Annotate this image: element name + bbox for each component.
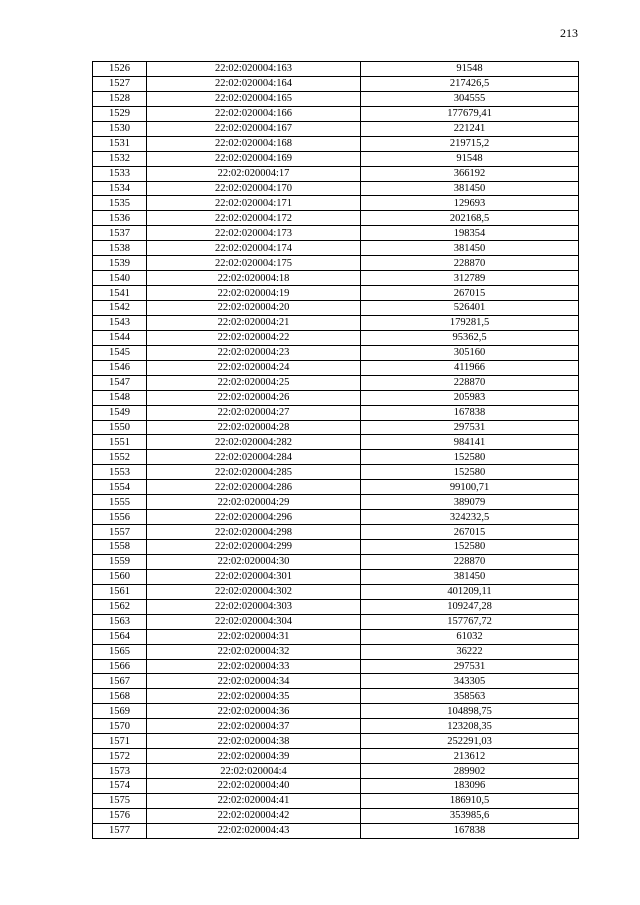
table-row: [93, 823, 579, 838]
value-cell: 526401: [361, 301, 579, 316]
table-row: [93, 121, 579, 136]
value-cell: 129693: [361, 196, 579, 211]
table-row: [93, 540, 579, 555]
table-row: [93, 808, 579, 823]
value-cell: 99100,71: [361, 480, 579, 495]
row-number-cell: 1557: [93, 525, 147, 540]
value-cell: 389079: [361, 495, 579, 510]
table-row: [93, 301, 579, 316]
row-number-cell: 1542: [93, 301, 147, 316]
cadastral-number-cell: 22:02:020004:30: [147, 554, 361, 569]
row-number-cell: 1561: [93, 584, 147, 599]
row-number-cell: 1574: [93, 779, 147, 794]
value-cell: 312789: [361, 271, 579, 286]
row-number-cell: 1535: [93, 196, 147, 211]
value-cell: 217426,5: [361, 76, 579, 91]
cadastral-number-cell: 22:02:020004:41: [147, 793, 361, 808]
table-row: [93, 181, 579, 196]
row-number-cell: 1550: [93, 420, 147, 435]
value-cell: 343305: [361, 674, 579, 689]
cadastral-number-cell: 22:02:020004:42: [147, 808, 361, 823]
table-row: [93, 151, 579, 166]
table-row: [93, 554, 579, 569]
row-number-cell: 1532: [93, 151, 147, 166]
cadastral-number-cell: 22:02:020004:37: [147, 719, 361, 734]
row-number-cell: 1536: [93, 211, 147, 226]
value-cell: 61032: [361, 629, 579, 644]
row-number-cell: 1576: [93, 808, 147, 823]
table-row: [93, 256, 579, 271]
table-row: [93, 614, 579, 629]
value-cell: 91548: [361, 62, 579, 77]
value-cell: 381450: [361, 241, 579, 256]
cadastral-number-cell: 22:02:020004:298: [147, 525, 361, 540]
table-row: [93, 525, 579, 540]
cadastral-number-cell: 22:02:020004:174: [147, 241, 361, 256]
value-cell: 152580: [361, 450, 579, 465]
cadastral-number-cell: 22:02:020004:4: [147, 764, 361, 779]
table-row: [93, 465, 579, 480]
value-cell: 202168,5: [361, 211, 579, 226]
value-cell: 198354: [361, 226, 579, 241]
table-row: [93, 211, 579, 226]
row-number-cell: 1552: [93, 450, 147, 465]
value-cell: 186910,5: [361, 793, 579, 808]
cadastral-number-cell: 22:02:020004:164: [147, 76, 361, 91]
row-number-cell: 1569: [93, 704, 147, 719]
table-row: [93, 599, 579, 614]
cadastral-number-cell: 22:02:020004:303: [147, 599, 361, 614]
table-row: [93, 375, 579, 390]
value-cell: 157767,72: [361, 614, 579, 629]
row-number-cell: 1540: [93, 271, 147, 286]
row-number-cell: 1556: [93, 510, 147, 525]
value-cell: 36222: [361, 644, 579, 659]
cadastral-number-cell: 22:02:020004:34: [147, 674, 361, 689]
table-row: [93, 719, 579, 734]
cadastral-number-cell: 22:02:020004:33: [147, 659, 361, 674]
cadastral-number-cell: 22:02:020004:163: [147, 62, 361, 77]
row-number-cell: 1560: [93, 569, 147, 584]
table-row: [93, 106, 579, 121]
value-cell: 297531: [361, 659, 579, 674]
row-number-cell: 1548: [93, 390, 147, 405]
row-number-cell: 1549: [93, 405, 147, 420]
value-cell: 324232,5: [361, 510, 579, 525]
cadastral-value-table: [92, 61, 579, 839]
value-cell: 411966: [361, 360, 579, 375]
row-number-cell: 1547: [93, 375, 147, 390]
page-number: 213: [560, 26, 578, 40]
value-cell: 104898,75: [361, 704, 579, 719]
row-number-cell: 1546: [93, 360, 147, 375]
cadastral-number-cell: 22:02:020004:22: [147, 330, 361, 345]
cadastral-number-cell: 22:02:020004:17: [147, 166, 361, 181]
table-row: [93, 629, 579, 644]
table-row: [93, 420, 579, 435]
value-cell: 95362,5: [361, 330, 579, 345]
row-number-cell: 1577: [93, 823, 147, 838]
table-row: [93, 315, 579, 330]
table-row: [93, 764, 579, 779]
cadastral-number-cell: 22:02:020004:43: [147, 823, 361, 838]
table-row: [93, 345, 579, 360]
row-number-cell: 1555: [93, 495, 147, 510]
value-cell: 228870: [361, 256, 579, 271]
row-number-cell: 1567: [93, 674, 147, 689]
value-cell: 366192: [361, 166, 579, 181]
value-cell: 401209,11: [361, 584, 579, 599]
cadastral-number-cell: 22:02:020004:173: [147, 226, 361, 241]
cadastral-number-cell: 22:02:020004:299: [147, 540, 361, 555]
cadastral-number-cell: 22:02:020004:38: [147, 734, 361, 749]
value-cell: 267015: [361, 525, 579, 540]
value-cell: 219715,2: [361, 136, 579, 151]
table-row: [93, 674, 579, 689]
cadastral-number-cell: 22:02:020004:36: [147, 704, 361, 719]
cadastral-number-cell: 22:02:020004:29: [147, 495, 361, 510]
table-row: [93, 435, 579, 450]
value-cell: 353985,6: [361, 808, 579, 823]
table-row: [93, 584, 579, 599]
row-number-cell: 1531: [93, 136, 147, 151]
value-cell: 358563: [361, 689, 579, 704]
table-row: [93, 779, 579, 794]
row-number-cell: 1544: [93, 330, 147, 345]
cadastral-number-cell: 22:02:020004:165: [147, 91, 361, 106]
table-row: [93, 659, 579, 674]
table-row: [93, 76, 579, 91]
cadastral-number-cell: 22:02:020004:19: [147, 286, 361, 301]
cadastral-number-cell: 22:02:020004:28: [147, 420, 361, 435]
row-number-cell: 1570: [93, 719, 147, 734]
row-number-cell: 1564: [93, 629, 147, 644]
cadastral-number-cell: 22:02:020004:175: [147, 256, 361, 271]
row-number-cell: 1541: [93, 286, 147, 301]
table-body: [93, 62, 579, 839]
value-cell: 177679,41: [361, 106, 579, 121]
cadastral-number-cell: 22:02:020004:27: [147, 405, 361, 420]
row-number-cell: 1563: [93, 614, 147, 629]
cadastral-number-cell: 22:02:020004:282: [147, 435, 361, 450]
row-number-cell: 1537: [93, 226, 147, 241]
cadastral-number-cell: 22:02:020004:25: [147, 375, 361, 390]
value-cell: 381450: [361, 181, 579, 196]
row-number-cell: 1527: [93, 76, 147, 91]
value-cell: 221241: [361, 121, 579, 136]
value-cell: 109247,28: [361, 599, 579, 614]
table-row: [93, 360, 579, 375]
table-row: [93, 91, 579, 106]
table-row: [93, 330, 579, 345]
row-number-cell: 1568: [93, 689, 147, 704]
cadastral-number-cell: 22:02:020004:286: [147, 480, 361, 495]
table-row: [93, 793, 579, 808]
cadastral-number-cell: 22:02:020004:39: [147, 749, 361, 764]
row-number-cell: 1526: [93, 62, 147, 77]
value-cell: 167838: [361, 823, 579, 838]
value-cell: 179281,5: [361, 315, 579, 330]
table-row: [93, 749, 579, 764]
table-row: [93, 241, 579, 256]
cadastral-number-cell: 22:02:020004:21: [147, 315, 361, 330]
row-number-cell: 1559: [93, 554, 147, 569]
row-number-cell: 1534: [93, 181, 147, 196]
value-cell: 297531: [361, 420, 579, 435]
value-cell: 152580: [361, 540, 579, 555]
cadastral-number-cell: 22:02:020004:285: [147, 465, 361, 480]
cadastral-number-cell: 22:02:020004:302: [147, 584, 361, 599]
cadastral-number-cell: 22:02:020004:20: [147, 301, 361, 316]
value-cell: 183096: [361, 779, 579, 794]
cadastral-number-cell: 22:02:020004:32: [147, 644, 361, 659]
row-number-cell: 1551: [93, 435, 147, 450]
row-number-cell: 1571: [93, 734, 147, 749]
row-number-cell: 1575: [93, 793, 147, 808]
table-row: [93, 271, 579, 286]
row-number-cell: 1533: [93, 166, 147, 181]
row-number-cell: 1565: [93, 644, 147, 659]
cadastral-number-cell: 22:02:020004:284: [147, 450, 361, 465]
table-row: [93, 510, 579, 525]
row-number-cell: 1562: [93, 599, 147, 614]
cadastral-number-cell: 22:02:020004:296: [147, 510, 361, 525]
value-cell: 305160: [361, 345, 579, 360]
row-number-cell: 1553: [93, 465, 147, 480]
value-cell: 228870: [361, 375, 579, 390]
value-cell: 381450: [361, 569, 579, 584]
table-row: [93, 450, 579, 465]
table-row: [93, 689, 579, 704]
cadastral-number-cell: 22:02:020004:301: [147, 569, 361, 584]
table-row: [93, 196, 579, 211]
table-row: [93, 136, 579, 151]
value-cell: 228870: [361, 554, 579, 569]
value-cell: 213612: [361, 749, 579, 764]
row-number-cell: 1554: [93, 480, 147, 495]
table-row: [93, 734, 579, 749]
row-number-cell: 1572: [93, 749, 147, 764]
cadastral-number-cell: 22:02:020004:169: [147, 151, 361, 166]
cadastral-number-cell: 22:02:020004:304: [147, 614, 361, 629]
value-cell: 152580: [361, 465, 579, 480]
value-cell: 984141: [361, 435, 579, 450]
value-cell: 123208,35: [361, 719, 579, 734]
value-cell: 205983: [361, 390, 579, 405]
row-number-cell: 1539: [93, 256, 147, 271]
row-number-cell: 1573: [93, 764, 147, 779]
value-cell: 289902: [361, 764, 579, 779]
table-row: [93, 390, 579, 405]
cadastral-number-cell: 22:02:020004:172: [147, 211, 361, 226]
table-row: [93, 62, 579, 77]
value-cell: 91548: [361, 151, 579, 166]
cadastral-number-cell: 22:02:020004:166: [147, 106, 361, 121]
value-cell: 304555: [361, 91, 579, 106]
value-cell: 167838: [361, 405, 579, 420]
cadastral-number-cell: 22:02:020004:167: [147, 121, 361, 136]
cadastral-number-cell: 22:02:020004:24: [147, 360, 361, 375]
table-row: [93, 644, 579, 659]
row-number-cell: 1566: [93, 659, 147, 674]
cadastral-number-cell: 22:02:020004:170: [147, 181, 361, 196]
table-row: [93, 480, 579, 495]
cadastral-number-cell: 22:02:020004:26: [147, 390, 361, 405]
row-number-cell: 1529: [93, 106, 147, 121]
cadastral-number-cell: 22:02:020004:35: [147, 689, 361, 704]
cadastral-number-cell: 22:02:020004:31: [147, 629, 361, 644]
row-number-cell: 1558: [93, 540, 147, 555]
row-number-cell: 1538: [93, 241, 147, 256]
row-number-cell: 1543: [93, 315, 147, 330]
row-number-cell: 1528: [93, 91, 147, 106]
table-row: [93, 704, 579, 719]
table-row: [93, 495, 579, 510]
row-number-cell: 1545: [93, 345, 147, 360]
cadastral-number-cell: 22:02:020004:40: [147, 779, 361, 794]
cadastral-number-cell: 22:02:020004:168: [147, 136, 361, 151]
table-row: [93, 569, 579, 584]
value-cell: 252291,03: [361, 734, 579, 749]
table-row: [93, 166, 579, 181]
table-row: [93, 405, 579, 420]
table-row: [93, 286, 579, 301]
table-row: [93, 226, 579, 241]
row-number-cell: 1530: [93, 121, 147, 136]
value-cell: 267015: [361, 286, 579, 301]
cadastral-number-cell: 22:02:020004:18: [147, 271, 361, 286]
cadastral-number-cell: 22:02:020004:171: [147, 196, 361, 211]
cadastral-number-cell: 22:02:020004:23: [147, 345, 361, 360]
